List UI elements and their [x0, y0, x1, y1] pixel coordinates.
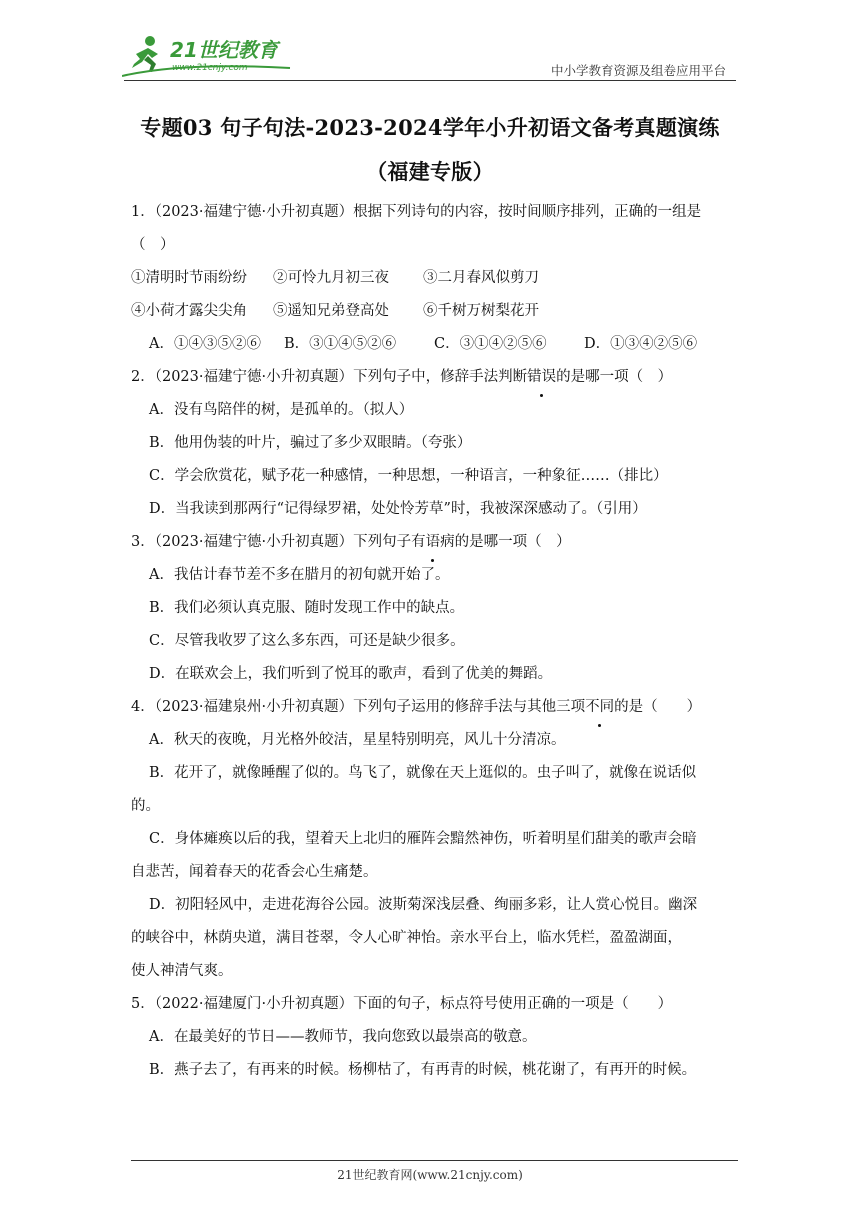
- site-logo[interactable]: [122, 32, 292, 78]
- option-c[interactable]: C．③①④②⑤⑥: [434, 336, 547, 352]
- option-d[interactable]: D．当我读到那两行“记得绿罗裙，处处怜芳草”时，我被深深感动了。（引用）: [149, 501, 647, 517]
- option-c-continued[interactable]: 自悲苦，闻着春天的花香会心生痛楚。: [131, 864, 378, 880]
- question-3: [131, 526, 731, 691]
- option-b[interactable]: B．他用伪装的叶片，骗过了多少双眼睛。（夸张）: [149, 435, 472, 451]
- stem-text: 的是（ ）: [614, 699, 702, 715]
- option-b[interactable]: B．我们必须认真克服、随时发现工作中的缺点。: [149, 600, 465, 616]
- answer-options: [131, 328, 731, 361]
- question-stem: 1．（2023·福建宁德·小升初真题）根据下列诗句的内容，按时间顺序排列，正确的一组是（ ）: [131, 204, 702, 253]
- emphasis-word: 有语病: [411, 526, 455, 559]
- question-stem: [131, 691, 731, 724]
- poem-item: ⑥千树万树梨花开: [423, 303, 539, 319]
- question-5: [131, 988, 731, 1087]
- option-a[interactable]: A．没有鸟陪伴的树，是孤单的。（拟人）: [149, 402, 414, 418]
- question-list: [131, 196, 731, 1087]
- question-stem: [131, 361, 731, 394]
- page-footer[interactable]: 21世纪教育网(www.21cnjy.com): [337, 1168, 523, 1182]
- stem-text: 的是哪一项（ ）: [454, 534, 571, 550]
- option-d[interactable]: D．①③④②⑤⑥: [584, 336, 698, 352]
- option-b[interactable]: B．③①④⑤②⑥: [284, 336, 397, 352]
- emphasis-word: 错误: [527, 361, 556, 394]
- poem-item: ④小荷才露尖尖角: [131, 303, 247, 319]
- option-c[interactable]: C．学会欣赏花，赋予花一种感情，一种思想，一种语言，一种象征……（排比）: [149, 468, 668, 484]
- option-b[interactable]: B．花开了，就像睡醒了似的。鸟飞了，就像在天上逛似的。虫子叫了，就像在说话似: [149, 765, 697, 781]
- running-figure-logo-icon: [122, 32, 292, 78]
- question-stem: 5．（2022·福建厦门·小升初真题）下面的句子，标点符号使用正确的一项是（ ）: [131, 996, 673, 1012]
- platform-name: 中小学教育资源及组卷应用平台: [550, 63, 726, 78]
- emphasis-word: 不同: [585, 691, 614, 724]
- stem-text: 2．（2023·福建宁德·小升初真题）下列句子中，修辞手法判断: [131, 369, 528, 385]
- page-title: 专题03 句子句法-2023-2024学年小升初语文备考真题演练（福建专版）: [140, 115, 720, 184]
- header-divider: [124, 80, 736, 81]
- stem-text: 的是哪一项（ ）: [556, 369, 673, 385]
- question-stem: [131, 526, 731, 559]
- poem-item: ③二月春风似剪刀: [423, 270, 539, 286]
- option-d-continued[interactable]: 的峡谷中，林荫央道，满目苍翠，令人心旷神怡。亲水平台上，临水凭栏，盈盈湖面，: [131, 930, 682, 946]
- option-d[interactable]: D．初阳轻风中，走进花海谷公园。波斯菊深浅层叠、绚丽多彩，让人赏心悦目。幽深: [149, 897, 698, 913]
- poem-item: ①清明时节雨纷纷: [131, 270, 247, 286]
- stem-text: 4．（2023·福建泉州·小升初真题）下列句子运用的修辞手法与其他三项: [131, 699, 586, 715]
- svg-text:21世纪教育: 21世纪教育: [170, 38, 278, 62]
- question-2: [131, 361, 731, 526]
- page-header: [0, 0, 860, 90]
- option-a[interactable]: A．在最美好的节日——教师节，我向您致以最崇高的敬意。: [149, 1029, 537, 1045]
- option-a[interactable]: A．①④③⑤②⑥: [149, 336, 261, 352]
- option-d[interactable]: D．在联欢会上，我们听到了悦耳的歌声，看到了优美的舞蹈。: [149, 666, 553, 682]
- option-d-continued[interactable]: 使人神清气爽。: [131, 963, 233, 979]
- stem-text: 3．（2023·福建宁德·小升初真题）下列句子: [131, 534, 412, 550]
- option-c[interactable]: C．身体瘫痪以后的我，望着天上北归的雁阵会黯然神伤，听着明星们甜美的歌声会暗: [149, 831, 697, 847]
- option-a[interactable]: A．我估计春节差不多在腊月的初旬就开始了。: [149, 567, 450, 583]
- option-b-continued[interactable]: 的。: [131, 798, 160, 814]
- footer-divider: [131, 1160, 738, 1161]
- option-a[interactable]: A．秋天的夜晚，月光格外皎洁，星星特别明亮，风儿十分清凉。: [149, 732, 566, 748]
- poem-items-row-1: [131, 262, 731, 295]
- svg-text:www.21cnjy.com: www.21cnjy.com: [172, 63, 248, 73]
- poem-items-row-2: [131, 295, 731, 328]
- option-b[interactable]: B．燕子去了，有再来的时候。杨柳枯了，有再青的时候，桃花谢了，有再开的时候。: [149, 1062, 697, 1078]
- question-4: [131, 691, 731, 988]
- poem-item: ②可怜九月初三夜: [273, 270, 389, 286]
- question-1: [131, 196, 731, 361]
- poem-item: ⑤遥知兄弟登高处: [273, 303, 389, 319]
- option-c[interactable]: C．尽管我收罗了这么多东西，可还是缺少很多。: [149, 633, 465, 649]
